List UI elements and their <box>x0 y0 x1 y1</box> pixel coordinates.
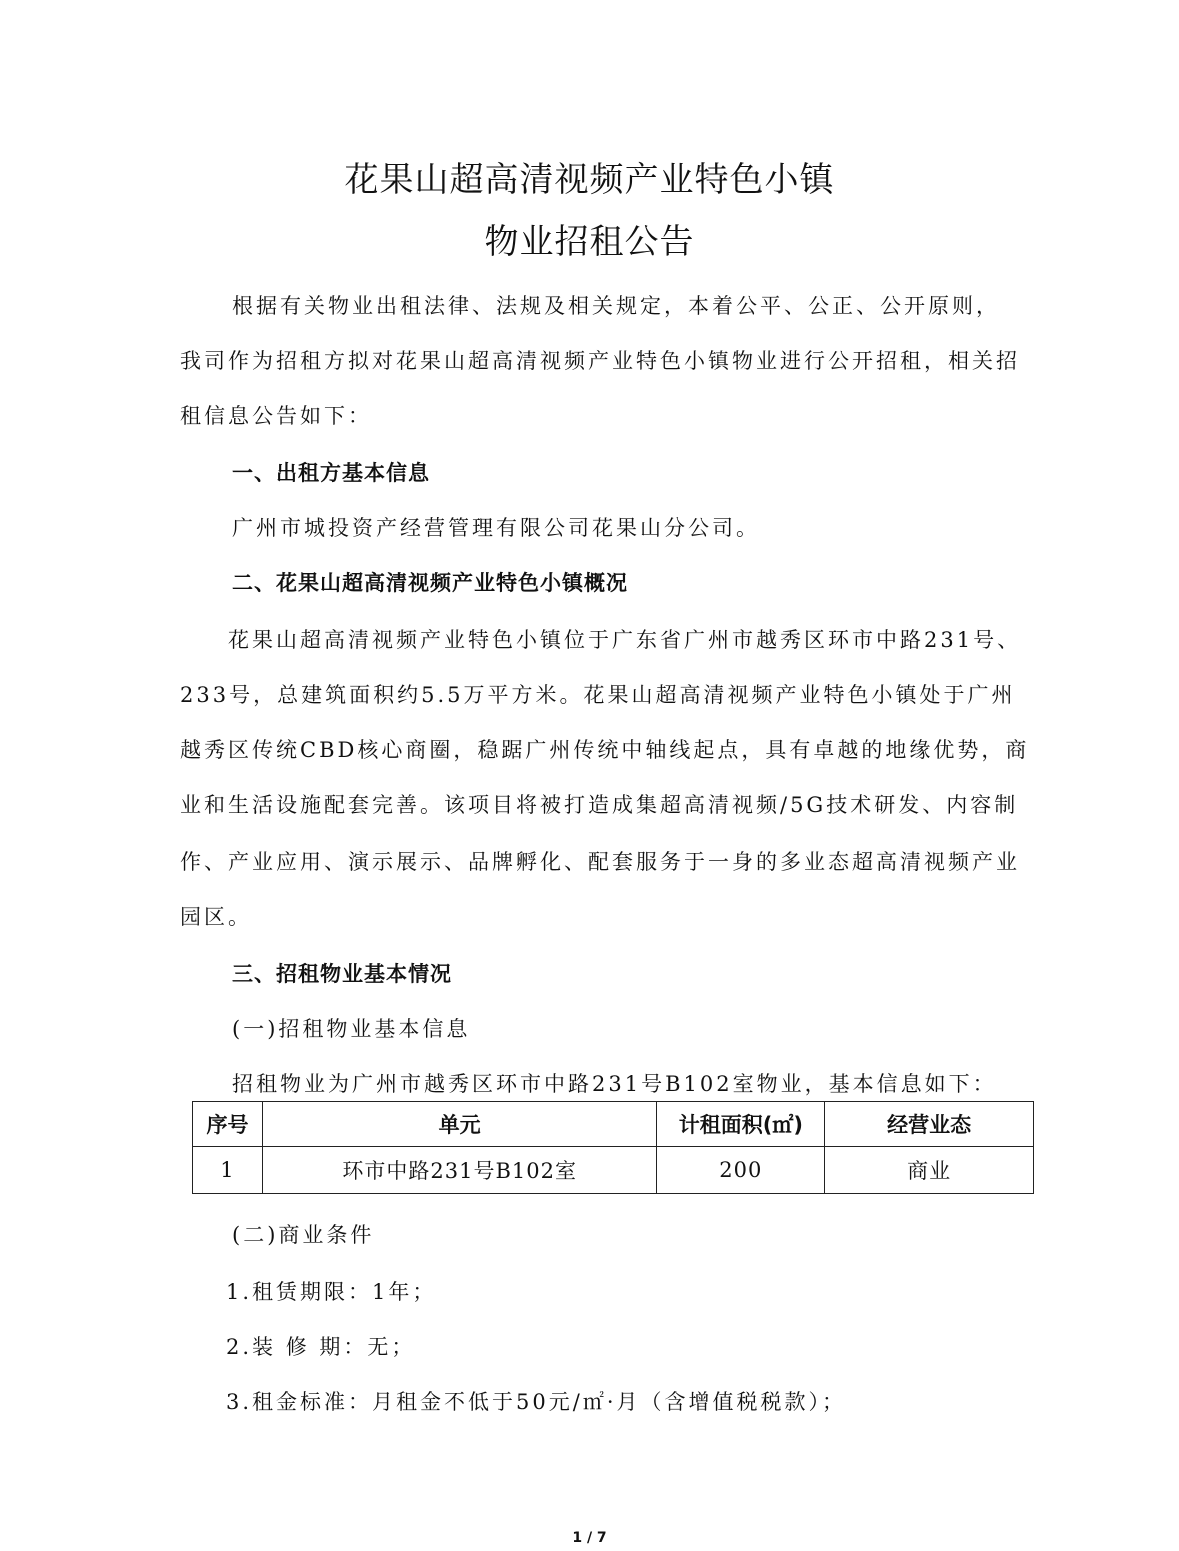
table-row <box>193 1147 1034 1194</box>
table-header-row <box>193 1102 1034 1147</box>
table-header-unit: 单元 <box>262 1102 657 1147</box>
section2-heading: 二、花果山超高清视频产业特色小镇概况 <box>232 571 628 595</box>
condition-3: 3.租金标准：月租金不低于50元/㎡·月（含增值税税款）； <box>226 1390 847 1414</box>
document-title-line1: 花果山超高清视频产业特色小镇 <box>344 160 835 200</box>
section3-sub2: (二)商业条件 <box>232 1223 375 1247</box>
intro-line-3: 租信息公告如下： <box>180 404 372 428</box>
section1-heading: 一、出租方基本信息 <box>232 461 430 485</box>
page-indicator: 1 / 7 <box>572 1530 607 1546</box>
table-header-index: 序号 <box>193 1102 263 1147</box>
condition-1: 1.租赁期限：1年； <box>226 1280 437 1304</box>
section2-line-4: 业和生活设施配套完善。该项目将被打造成集超高清视频/5G技术研发、内容制 <box>180 793 1019 817</box>
property-table <box>192 1101 1034 1194</box>
condition-2: 2.装 修 期：无； <box>226 1335 416 1359</box>
intro-line-1: 根据有关物业出租法律、法规及相关规定，本着公平、公正、公开原则， <box>232 294 1000 318</box>
section3-heading: 三、招租物业基本情况 <box>232 962 452 986</box>
table-cell-index: 1 <box>193 1147 263 1194</box>
section2-line-3: 越秀区传统CBD核心商圈，稳踞广州传统中轴线起点，具有卓越的地缘优势，商 <box>180 738 1030 762</box>
section3-sub1: (一)招租物业基本信息 <box>232 1017 471 1041</box>
section2-line-6: 园区。 <box>180 905 252 929</box>
section2-line-5: 作、产业应用、演示展示、品牌孵化、配套服务于一身的多业态超高清视频产业 <box>180 850 1020 874</box>
table-header-business-type: 经营业态 <box>825 1102 1034 1147</box>
section1-text: 广州市城投资产经营管理有限公司花果山分公司。 <box>232 516 760 540</box>
section3-sub1-text: 招租物业为广州市越秀区环市中路231号B102室物业，基本信息如下： <box>232 1072 997 1096</box>
document-title-line2: 物业招租公告 <box>484 222 695 262</box>
table-cell-area: 200 <box>657 1147 825 1194</box>
table-cell-business-type: 商业 <box>825 1147 1034 1194</box>
table-cell-unit: 环市中路231号B102室 <box>262 1147 657 1194</box>
section2-line-2: 233号，总建筑面积约5.5万平方米。花果山超高清视频产业特色小镇处于广州 <box>180 683 1016 707</box>
intro-line-2: 我司作为招租方拟对花果山超高清视频产业特色小镇物业进行公开招租，相关招 <box>180 349 1020 373</box>
section2-line-1: 花果山超高清视频产业特色小镇位于广东省广州市越秀区环市中路231号、 <box>228 628 1022 652</box>
table-header-area: 计租面积(㎡) <box>657 1102 825 1147</box>
